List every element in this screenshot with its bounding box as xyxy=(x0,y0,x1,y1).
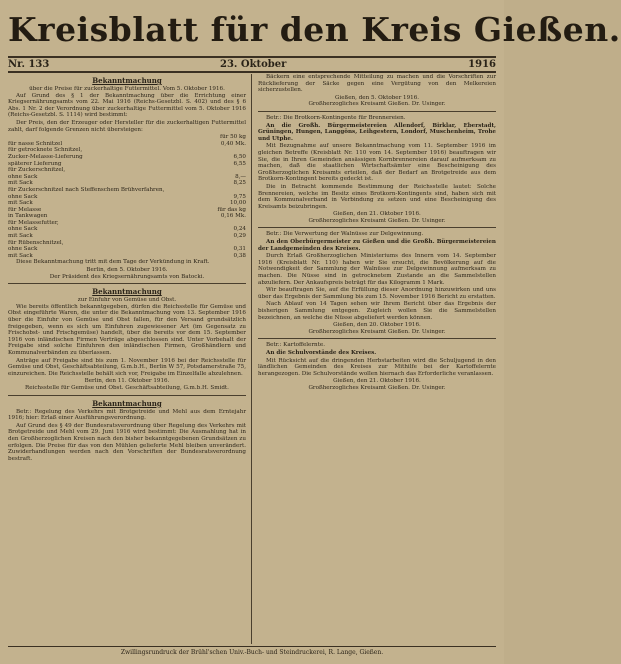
price-value: 9,75 xyxy=(233,193,246,200)
price-value: 0,38 xyxy=(233,252,246,259)
price-item: für Melassefutter, xyxy=(8,219,59,226)
price-row xyxy=(8,200,246,207)
price-item: späterer Lieferung xyxy=(8,160,62,167)
subject-line: Betr.: Kartoffelernte. xyxy=(266,342,325,349)
paragraph: Betr.: Regelung des Verkehrs mit Brotgetreide und Mehl aus dem Erntejahr 1916; hier: Erlaß einer Ausführungsverordnung. xyxy=(8,408,246,422)
price-item: Zucker-Melasse-Lieferung xyxy=(8,153,83,160)
paragraph: Die in Betracht kommende Bestimmung der Reichsstelle lautet: Solche Brennereien, welche im Besitz eines Brotkorn-Kontingents sind, haben sich mit dem Kommunalverband in Verbindung zu setzen und eine Bescheinigung des Kreisamts beizubringen. xyxy=(258,183,496,210)
price-row xyxy=(8,213,246,220)
subject-line: Betr.: Die Verwertung der Walnüsse zur Delgewinnung. xyxy=(266,231,424,238)
price-row xyxy=(8,187,246,194)
price-value: 0,40 Mk. xyxy=(220,140,246,147)
price-value: 0,29 xyxy=(233,233,246,240)
price-item: für Zuckerschnitzel nach Steffenschem Brühverfahren, xyxy=(8,186,165,193)
price-row xyxy=(8,161,246,168)
section-rule xyxy=(8,395,246,396)
column-divider xyxy=(251,74,252,644)
price-item: mit Sack xyxy=(8,180,33,187)
price-value: 8,— xyxy=(235,173,246,180)
price-item: mit Sack xyxy=(8,200,33,207)
price-row xyxy=(8,233,246,240)
paragraph: Mit Bezugnahme auf unsere Bekanntmachung vom 11. September 1916 im gleichen Betreffe (Kreisblatt Nr. 110 vom 14. September 1916) beauftragen wir Sie, die in Ihren Gemeinden ansässigen Kornbrennereien darauf aufmerksam zu machen, daß die staatlichen Wirtschaftsämter eine Bescheinigung des Großherzoglichen Kreisamts erteilen, daß der Bedarf an Brotgetreide aus dem Brotkorn-Kontingent bereits gedeckt ist. xyxy=(258,143,496,183)
price-row xyxy=(8,253,246,260)
section-rule xyxy=(258,111,496,112)
signature: Reichsstelle für Gemüse und Obst. Geschäftsabteilung, G.m.b.H. Smidt. xyxy=(25,384,229,391)
price-row xyxy=(8,207,246,214)
paragraph: Nach Ablauf von 14 Tagen sehen wir Ihrem Bericht über das Ergebnis der bisherigen Sammlung entgegen. Zugleich wollen Sie die Sammelstellen bezeichnen, an welche die Nüsse abgeliefert werden können. xyxy=(258,301,496,321)
price-item: ohne Sack xyxy=(8,226,38,233)
issue-number: Nr. 133 xyxy=(8,59,50,70)
paragraph: Durch Erlaß Großherzoglichen Ministeriums des Innern vom 14. September 1916 (Kreisblatt Nr. 110) haben wir Sie ersucht, die Bevölkerung auf die Notwendigkeit der Sammlung der Walnüsse zur Delgewinnung aufmerksam zu machen. Die Nüsse sind in getrocknetem Zustande an die Sammelstellen abzuliefern. Der Ankaufspreis beträgt für das Kilogramm 1 Mark. xyxy=(258,253,496,286)
price-row xyxy=(8,154,246,161)
announcement-subtitle: zur Einfuhr von Gemüse und Obst. xyxy=(77,297,177,304)
price-item: für Melasse xyxy=(8,206,42,213)
addressee: An den Oberbürgermeister zu Gießen und die Großh. Bürgermeistereien der Landgemeinden des Kreises. xyxy=(258,239,496,252)
price-row xyxy=(8,180,246,187)
price-item: für getrocknete Schnitzel, xyxy=(8,147,83,154)
price-item: für Rübenschnitzel, xyxy=(8,239,64,246)
price-value: 10,00 xyxy=(229,200,246,207)
price-value: 8,25 xyxy=(233,180,246,187)
place-date: Gießen, den 21. Oktober 1916. xyxy=(333,211,421,218)
price-value: 6,55 xyxy=(233,160,246,167)
announcement-heading: Bekanntmachung xyxy=(92,76,162,85)
signature: Großherzogliches Kreisamt Gießen. Dr. Usinger. xyxy=(308,217,446,224)
price-value: 0,31 xyxy=(233,246,246,253)
place-date: Gießen, den 20. Oktober 1916. xyxy=(333,322,421,329)
price-row xyxy=(8,167,246,174)
announcement-heading: Bekanntmachung xyxy=(92,287,162,297)
price-row xyxy=(8,240,246,247)
subject-line: Betr.: Die Brotkorn-Kontingente für Brennereien. xyxy=(266,114,406,121)
paragraph: Auf Grund des § 49 der Bundesratsverordnung über Regelung des Verkehrs mit Brotgetreide und Mehl vom 29. Juni 1916 wird bestimmt: Die Ausmahlung hat in den Großherzoglichen Kreisen nach den bisher bekanntgegebenen Grundsätzen zu erfolgen. Die Preise für das von den Mühlen gelieferte Mehl bleiben unverändert. Zuwiderhandlungen werden nach den Vorschriften der Bundesratsverordnung bestraft. xyxy=(8,422,246,462)
place-date: Berlin, den 11. Oktober 1916. xyxy=(84,378,170,385)
price-row xyxy=(8,220,246,227)
place-date: Gießen, den 5. Oktober 1916. xyxy=(334,94,420,101)
signature: Großherzogliches Kreisamt Gießen. Dr. Usinger. xyxy=(308,328,446,335)
price-item: für nasse Schnitzel xyxy=(8,140,63,147)
section-rule xyxy=(8,283,246,284)
price-item: mit Sack xyxy=(8,233,33,240)
addressee: An die Schulvorstände des Kreises. xyxy=(266,349,377,356)
paragraph: Wie bereits öffentlich bekanntgegeben, dürfen die Reichsstelle für Gemüse und Obst eingeführte Waren, die unter die Bekanntmachung vom 13. September 1916 über die Einfuhr von Gemüse und Obst fallen, für den Versand grundsätzlich freigegeben, wenn es sich um Einfuhren zugewiesener Art (im Gegensatz zu Frischobst- und Frischgemüse) handelt, über die bereits vor dem 15. September 1916 von inländischen Firmen Verträge abgeschlossen sind. Unter Vorbehalt der Freigabe sind solche Einfuhren den inländischen Firmen, Großhändlern und Kommunalverbänden zu überlassen. xyxy=(8,303,246,356)
price-value: 0,16 Mk. xyxy=(220,213,246,220)
paragraph: Der Preis, den der Erzeuger oder Hersteller für die zuckerhaltigen Futtermittel zahlt, darf folgende Grenzen nicht übersteigen: xyxy=(8,119,246,133)
price-row xyxy=(8,147,246,154)
price-item: ohne Sack xyxy=(8,173,38,180)
masthead xyxy=(8,6,621,54)
price-unit: für 50 kg xyxy=(220,134,246,141)
announcement-heading: Bekanntmachung xyxy=(92,398,162,408)
price-item: mit Sack xyxy=(8,252,33,259)
price-row xyxy=(8,174,246,181)
price-table-header xyxy=(8,134,246,141)
paragraph: Anträge auf Freigabe sind bis zum 1. November 1916 bei der Reichsstelle für Gemüse und Obst, Geschäftsabteilung, G.m.b.H., Berlin W 57, Potsdamerstraße 75, einzureichen. Die Reichsstelle behält sich vor, Freigabe im Einzelfalle abzulehnen. xyxy=(8,357,246,377)
masthead-title: Kreisblatt für den Kreis Gießen. xyxy=(8,10,621,49)
price-value: 6,50 xyxy=(233,153,246,160)
place-date: Berlin, den 5. Oktober 1916. xyxy=(86,267,168,274)
price-row xyxy=(8,141,246,148)
paragraph: Diese Bekanntmachung tritt mit dem Tage der Verkündung in Kraft. xyxy=(16,259,210,266)
price-item: für Zuckerschnitzel, xyxy=(8,167,66,174)
price-row xyxy=(8,226,246,233)
paragraph: Bäckern eine entsprechende Mitteilung zu machen und die Vorschriften zur Rücklieferung der Säcke gegen eine Vergütung von den Melkereien sicherzustellen. xyxy=(258,74,496,94)
signature: Der Präsident des Kriegsernährungsamts von Batocki. xyxy=(49,273,205,280)
section-rule xyxy=(258,338,496,339)
addressee: An die Großh. Bürgermeistereien Allendorf, Birklar, Eberstadt, Grüningen, Hungen, Langgöns, Leihgestern, Londorf, Muschenheim, Trohe und Utphe. xyxy=(258,122,496,142)
signature: Großherzogliches Kreisamt Gießen. Dr. Usinger. xyxy=(308,101,446,108)
signature: Großherzogliches Kreisamt Gießen. Dr. Usinger. xyxy=(308,384,446,391)
price-item: ohne Sack xyxy=(8,193,38,200)
section-rule xyxy=(258,227,496,228)
dateline xyxy=(8,56,496,73)
price-row xyxy=(8,194,246,201)
issue-year: 1916 xyxy=(468,59,496,70)
issue-date: 23. Oktober xyxy=(220,59,287,70)
right-column xyxy=(258,74,496,644)
paragraph: Auf Grund des § 1 der Bekanntmachung über die Errichtung einer Kriegsernährungsamts vom 22. Mai 1916 (Reichs-Gesetzbl. S. 402) und des § 6 Abs. 1 Nr. 2 der Verordnung über zuckerhaltige Futtermittel vom 5. Oktober 1916 (Reichs-Gesetzbl. S. 1114) wird bestimmt: xyxy=(8,92,246,119)
price-row xyxy=(8,246,246,253)
printer-imprint: Zwillingsrundruck der Brühl'schen Univ.-Buch- und Steindruckerei, R. Lange, Gießen. xyxy=(8,646,496,659)
price-table xyxy=(8,141,246,260)
price-value: 0,24 xyxy=(233,226,246,233)
price-item: in Tankwagen xyxy=(8,213,48,220)
price-value: für das kg xyxy=(217,206,246,213)
paragraph: Mit Rücksicht auf die dringenden Herbstarbeiten wird die Schuljugend in den ländlichen Gemeinden des Kreises zur Mithilfe bei der Kartoffelernte herangezogen. Die Schulvorstände wollen hiernach das Erforderliche veranlassen. xyxy=(258,357,496,377)
price-item: ohne Sack xyxy=(8,246,38,253)
announcement-subtitle: über die Preise für zuckerhaltige Futtermittel. Vom 5. Oktober 1916. xyxy=(29,86,225,92)
place-date: Gießen, den 21. Oktober 1916. xyxy=(333,378,421,385)
paragraph: Wir beauftragen Sie, auf die Erfüllung dieser Anordnung hinzuwirken und uns über das Ergebnis der Sammlung bis zum 15. November 1916 Bericht zu erstatten. xyxy=(258,287,496,300)
left-column xyxy=(8,74,246,644)
